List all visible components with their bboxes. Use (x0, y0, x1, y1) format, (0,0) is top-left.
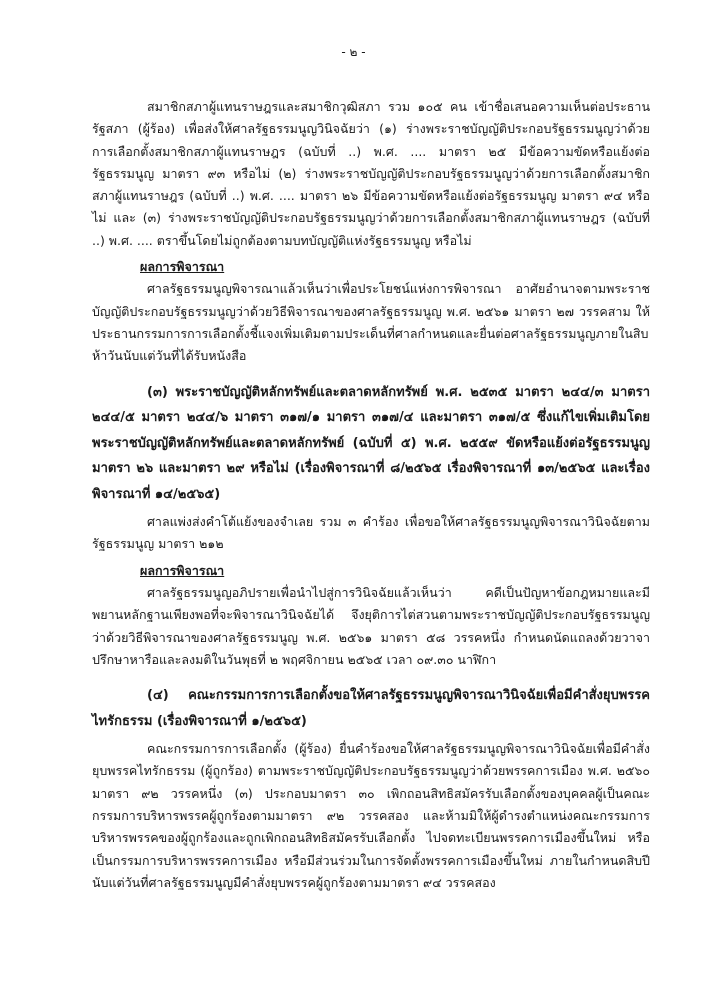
paragraph-civil-court-referral: ศาลแพ่งส่งคำโต้แย้งของจำเลย รวม ๓ คำร้อง เพื่อขอให้ศาลรัฐธรรมนูญพิจารณาวินิจฉัยตามรัฐธรรมนูญ มาตรา ๒๑๒ (92, 514, 650, 552)
paragraph-court-consideration: ศาลรัฐธรรมนูญพิจารณาแล้วเห็นว่าเพื่อประโยชน์แห่งการพิจารณา อาศัยอำนาจตามพระราชบัญญัติประกอบรัฐธรรมนูญว่าด้วยวิธีพิจารณาของศาลรัฐธรรมนูญ พ.ศ. ๒๕๖๑ มาตรา ๒๗ วรรคสาม ให้ประธานกรรมการการเลือกตั้งชี้แจงเพิ่มเติมตามประเด็นที่ศาลกำหนดและยื่นต่อศาลรัฐธรรมนูญภายในสิบห้าวันนับแต่วันที่ได้รับหนังสือ (92, 281, 650, 364)
paragraph-petition-summary: สมาชิกสภาผู้แทนราษฎรและสมาชิกวุฒิสภา รวม ๑๐๕ คน เข้าชื่อเสนอความเห็นต่อประธานรัฐสภา (ผู้ร้อง) เพื่อส่งให้ศาลรัฐธรรมนูญวินิจฉัยว่า (๑) ร่างพระราชบัญญัติประกอบรัฐธรรมนูญว่าด้วยการเลือกตั้งสมาชิกสภาผู้แทนราษฎร (ฉบับที่ ..) พ.ศ. .... มาตรา ๒๕ มีข้อความขัดหรือแย้งต่อรัฐธรรมนูญ มาตรา ๙๓ หรือไม่ (๒) ร่างพระราชบัญญัติประกอบรัฐธรรมนูญว่าด้วยการเลือกตั้งสมาชิกสภาผู้แทนราษฎร (ฉบับที่ ..) พ.ศ. .... มาตรา ๒๖ มีข้อความขัดหรือแย้งต่อรัฐธรรมนูญ มาตรา ๙๔ หรือไม่ และ (๓) ร่างพระราชบัญญัติประกอบรัฐธรรมนูญว่าด้วยการเลือกตั้งสมาชิกสภาผู้แทนราษฎร (ฉบับที่ ..) พ.ศ. .... ตราขึ้นโดยไม่ถูกต้องตามบทบัญญัติแห่งรัฐธรรมนูญ หรือไม่ (92, 99, 650, 248)
page-number: - ๒ - (341, 45, 366, 59)
paragraph-election-commission-petition: คณะกรรมการการเลือกตั้ง (ผู้ร้อง) ยื่นคำร้องขอให้ศาลรัฐธรรมนูญพิจารณาวินิจฉัยเพื่อมีคำสั่งยุบพรรคไทรักธรรม (ผู้ถูกร้อง) ตามพระราชบัญญัติประกอบรัฐธรรมนูญว่าด้วยพรรคการเมือง พ.ศ. ๒๕๖๐ มาตรา ๙๒ วรรคหนึ่ง (๓) ประกอบมาตรา ๓๐ เพิกถอนสิทธิสมัครรับเลือกตั้งของบุคคลผู้เป็นคณะกรรมการบริหารพรรคผู้ถูกร้องตามมาตรา ๙๒ วรรคสอง และห้ามมิให้ผู้ดำรงตำแหน่งคณะกรรมการบริหารพรรคของผู้ถูกร้องและถูกเพิกถอนสิทธิสมัครรับเลือกตั้ง ไปจดทะเบียนพรรคการเมืองขึ้นใหม่ หรือเป็นกรรมการบริหารพรรคการเมือง หรือมีส่วนร่วมในการจัดตั้งพรรคการเมืองขึ้นใหม่ ภายในกำหนดสิบปีนับแต่วันที่ศาลรัฐธรรมนูญมีคำสั่งยุบพรรคผู้ถูกร้องตามมาตรา ๙๔ วรรคสอง (92, 741, 650, 890)
case-heading-securities-act: (๓) พระราชบัญญัติหลักทรัพย์และตลาดหลักทรัพย์ พ.ศ. ๒๕๓๕ มาตรา ๒๔๔/๓ มาตรา ๒๔๔/๕ มาตรา ๒๔๔/๖ มาตรา ๓๑๗/๑ มาตรา ๓๑๗/๔ และมาตรา ๓๑๗/๕ ซึ่งแก้ไขเพิ่มเติมโดยพระราชบัญญัติหลักทรัพย์และตลาดหลักทรัพย์ (ฉบับที่ ๕) พ.ศ. ๒๕๕๙ ขัดหรือแย้งต่อรัฐธรรมนูญ มาตรา ๒๖ และมาตรา ๒๙ หรือไม่ (เรื่องพิจารณาที่ ๘/๒๕๖๕ เรื่องพิจารณาที่ ๑๓/๒๕๖๕ และเรื่องพิจารณาที่ ๑๔/๒๕๖๕) (92, 384, 650, 502)
case-heading-party-dissolution: (๔) คณะกรรมการการเลือกตั้งขอให้ศาลรัฐธรรมนูญพิจารณาวินิจฉัยเพื่อมีคำสั่งยุบพรรคไทรักธรรม (เรื่องพิจารณาที่ ๑/๒๕๖๕) (92, 688, 650, 729)
document-body (92, 96, 650, 894)
paragraph-court-deliberation: ศาลรัฐธรรมนูญอภิปรายเพื่อนำไปสู่การวินิจฉัยแล้วเห็นว่า คดีเป็นปัญหาข้อกฎหมายและมีพยานหลักฐานเพียงพอที่จะพิจารณาวินิจฉัยได้ จึงยุติการไต่สวนตามพระราชบัญญัติประกอบรัฐธรรมนูญว่าด้วยวิธีพิจารณาของศาลรัฐธรรมนูญ พ.ศ. ๒๕๖๑ มาตรา ๕๘ วรรคหนึ่ง กำหนดนัดแถลงด้วยวาจา ปรึกษาหารือและลงมติในวันพุธที่ ๒ พฤศจิกายน ๒๕๖๕ เวลา ๐๙.๓๐ นาฬิกา (92, 584, 650, 667)
section-heading-result-2: ผลการพิจารณา (140, 562, 225, 578)
section-heading-result: ผลการพิจารณา (140, 259, 225, 275)
